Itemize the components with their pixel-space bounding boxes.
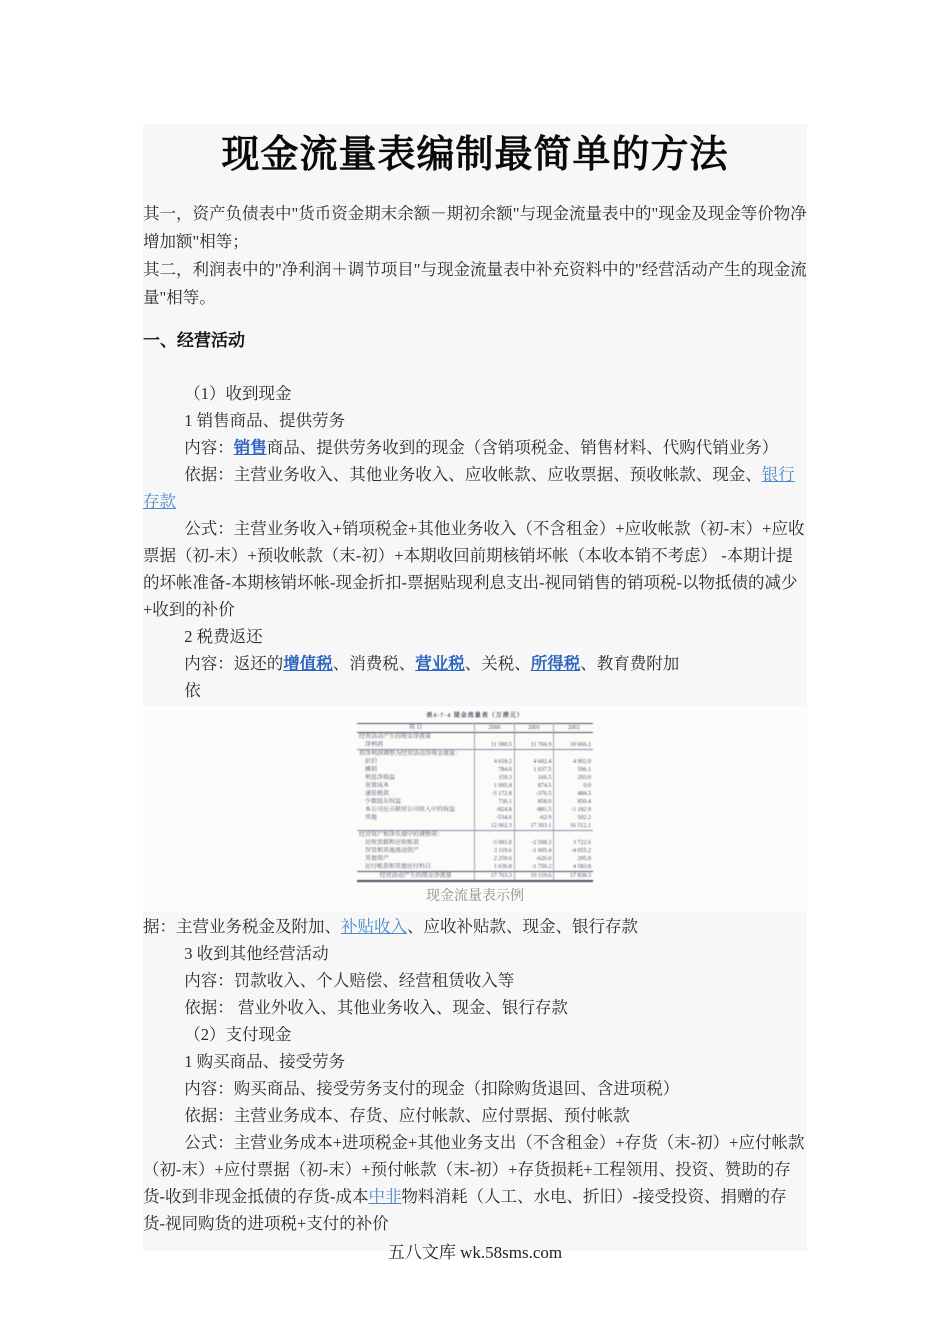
figure-table-value: 3 722.6 [554,839,593,847]
figure-table-value [475,831,515,840]
figure-table-label: 递延税款 [365,791,390,797]
figure-table-value: 736.1 [475,798,515,806]
body-paragraph [143,913,807,940]
figure-table-header: 2000 [475,724,515,733]
text-run: 内容： [184,438,234,457]
figure-table-value: -376.5 [514,790,554,798]
figure-table-value: 10 666.2 [554,741,593,750]
figure-table-label: 经营活动产生的现金净流量 [359,734,432,740]
figure-table-value [475,750,515,759]
body-paragraph [143,994,807,1021]
figure-table-value: 502.2 [554,814,593,822]
text-run: 1 销售商品、提供劳务 [184,411,346,430]
text-run: 1 购买商品、接受劳务 [184,1052,346,1071]
body-paragraph [143,677,807,704]
figure-table-label: 经营活动产生的现金净流量 [379,873,452,879]
figure-table-row [357,872,593,882]
figure-table-title: 表4-7-4 现金流量表（万港元） [426,713,524,719]
intro-paragraph: 其一，资产负债表中"货币资金期末余额－期初余额"与现金流量表中的"现金及现金等价物净增加额"相等； [143,204,807,251]
figure-caption: 现金流量表示例 [426,889,524,904]
figure-table-value: -1 750.2 [514,863,554,872]
figure-table-label: 少数股东权益 [365,799,402,805]
body-block-b [143,913,807,1237]
figure-table-value [554,750,593,759]
figure-table-label: 存货和其他流动资产 [365,848,420,854]
text-run: 依据：主营业务成本、存货、应付帐款、应付票据、预付帐款 [184,1106,630,1125]
text-run: 2 税费返还 [184,627,263,646]
inline-link[interactable]: 销售 [233,438,267,457]
inline-link[interactable]: 营业税 [415,654,465,673]
figure-table-value: 12 062.3 [475,822,515,831]
figure-table [357,723,593,882]
body-paragraph [143,1075,807,1102]
inline-link[interactable]: 银行存款 [143,465,795,511]
figure-table-label: 将净利润调整为经营活动净现金流量： [359,751,462,757]
figure-table-value: 10 119.6 [514,872,554,882]
inline-link[interactable]: 所得税 [530,654,581,673]
figure-table-value: 784.0 [475,766,515,774]
figure-table-value: -881.5 [514,806,554,814]
figure-table-value: 159.3 [475,774,515,782]
figure-table-value: 17 763.3 [475,872,515,882]
figure-table-row [357,806,593,814]
figure-table-value [514,831,554,840]
figure-table-label [357,822,475,831]
figure-table-value [514,750,554,759]
figure-table-label: 重置成本 [365,783,390,789]
figure-table-value: 16 512.1 [554,822,593,831]
figure-table-row [357,733,593,742]
figure-table-value: -3 081.0 [475,839,515,847]
figure-table-header: 2002 [554,724,593,733]
figure-table-row [357,741,593,750]
figure-table-row [357,839,593,847]
figure-table-value [554,831,593,840]
figure-table-label: 折旧 [365,759,378,765]
figure-table-row [357,758,593,766]
figure-table-value: 293.0 [554,774,593,782]
figure-table-value: 17 303.1 [514,822,554,831]
figure-table-value: 295.0 [554,855,593,863]
figure-table-value: -5 172.8 [475,790,515,798]
body-block-a [143,380,807,704]
text-run: 依 [184,681,201,700]
figure-table-value: -2 598.3 [514,839,554,847]
inline-link[interactable]: 中非 [368,1187,402,1206]
body-paragraph [143,650,807,677]
figure-table-row [357,774,593,782]
figure-table-value: 0.0 [554,782,593,790]
figure-table-value: 4 602.4 [514,758,554,766]
figure-table-value: -824.8 [475,806,515,814]
figure-table-label: 利息净损益 [365,775,396,781]
figure-table-row [357,750,593,759]
inline-link[interactable]: 补贴收入 [341,917,407,936]
figure-table-value: -1 605.4 [514,847,554,855]
figure-table-value: -534.0 [475,814,515,822]
text-run: 依据： 营业外收入、其他业务收入、现金、银行存款 [184,998,568,1017]
text-run: 内容：返还的 [184,654,284,673]
text-run: （1）收到现金 [184,384,292,403]
text-run: （2）支付现金 [184,1025,292,1044]
text-run: 3 收到其他经营活动 [184,944,329,963]
figure-table-value: 484.5 [554,790,593,798]
figure-table-label: 本公司应占联营公司收入中的权益 [365,807,456,813]
figure-table-value: -1 182.9 [554,806,593,814]
figure-table-label: 应付帐款和其他应付科目 [365,864,432,870]
body-paragraph [143,1129,807,1237]
text-run: 依据：主营业务收入、其他业务收入、应收帐款、应收票据、预收帐款、现金、 [184,465,762,484]
body-paragraph [143,940,807,967]
figure-table-value: 858.0 [514,798,554,806]
text-run: 物料消耗（人工、水电、折旧）-接受投资、捐赠的存货-视同购货的进项税+支付的补价 [143,1187,787,1233]
text-run: 据：主营业务税金及附加、 [143,917,341,936]
figure-table-value: 2 259.6 [475,855,515,863]
figure-table-value: 11 766.9 [514,741,554,750]
body-paragraph [143,1021,807,1048]
section-heading: 一、经营活动 [143,331,245,350]
figure-table-row [357,814,593,822]
figure-table-value [554,733,593,742]
text-run: 、教育费附加 [580,654,680,673]
figure-table-label: 净利润 [365,742,384,748]
figure-table-row [357,847,593,855]
figure-table-value: 4 583.8 [554,863,593,872]
inline-link[interactable]: 增值税 [283,654,333,673]
intro-block [143,200,807,312]
page-title: 现金流量表编制最简单的方法 [221,134,729,176]
figure-table-value: 166.5 [514,774,554,782]
text-run: 、关税、 [464,654,531,673]
text-run: 、消费税、 [332,654,416,673]
figure-table-value: 1 636.8 [475,863,515,872]
text-run: 商品、提供劳务收到的现金（含销项税金、销售材料、代购代销业务） [266,438,779,457]
embedded-image [143,706,807,911]
figure-table-label: 其他资产 [365,856,390,862]
figure-table-value: 1 037.5 [514,766,554,774]
figure-table-value: 874.5 [514,782,554,790]
footer-text: 五八文库 wk.58sms.com [387,1243,563,1262]
figure-table-header: 2001 [514,724,554,733]
figure-table-value: 17 838.3 [554,872,593,882]
figure-table-label: 经营资产和净负债中的调整项： [359,832,444,838]
figure-table-value: 11 580.5 [475,741,515,750]
text-run: 公式：主营业务成本+进项税金+其他业务支出（不含租金）+存货（末-初）+应付帐款（初-末）+应付票据（初-末）+预付帐款（末-初）+存货损耗+工程领用、投资、赞助的存货-收到非现金抵债的存货-成本 [143,1133,805,1206]
body-paragraph [143,434,807,461]
cash-flow-table-image [357,712,593,882]
body-paragraph [143,623,807,650]
body-paragraph [143,1048,807,1075]
figure-table-value: 4 618.2 [475,758,515,766]
text-run: 内容：购买商品、接受劳务支付的现金（扣除购货退回、含进项税） [184,1079,680,1098]
site-footer [0,1242,950,1264]
figure-table-value: 850.4 [554,798,593,806]
text-run: 公式：主营业务收入+销项税金+其他业务收入（不含租金）+应收帐款（初-末）+应收票据（初-末）+预收帐款（末-初）+本期收回前期核销坏帐（本收本销不考虑） -本期计提的坏帐准备-本期核销坏帐-现金折扣-票据贴现利息支出-视同销售的销项税-以物抵债的减少+收到的补价 [143,519,805,619]
figure-table-row [357,855,593,863]
figure-table-value [514,733,554,742]
body-paragraph [143,461,807,515]
figure-table-value: -626.0 [514,855,554,863]
body-paragraph [143,380,807,407]
figure-table-row [357,863,593,872]
figure-table-value: -62.9 [514,814,554,822]
figure-table-row [357,790,593,798]
figure-table-row [357,766,593,774]
body-paragraph [143,515,807,623]
figure-table-label: 应收票据和应收帐款 [365,840,420,846]
figure-table-row [357,831,593,840]
body-paragraph [143,407,807,434]
body-paragraph [143,967,807,994]
text-run: 内容：罚款收入、个人赔偿、经营租赁收入等 [184,971,515,990]
figure-table-row [357,798,593,806]
figure-table-header: 项 目 [408,725,423,731]
figure-table-value [475,733,515,742]
document-body [143,124,807,1251]
figure-table-label: 摊销 [365,767,378,773]
figure-table-label: 其他 [365,815,378,821]
figure-table-value: -4 055.2 [554,847,593,855]
body-paragraph [143,1102,807,1129]
figure-table-row [357,782,593,790]
figure-table-value: 1 095.8 [475,782,515,790]
figure-table-value: 596.1 [554,766,593,774]
text-run: 、应收补贴款、现金、银行存款 [407,917,638,936]
figure-table-value: 4 902.0 [554,758,593,766]
figure-table-value: 3 119.6 [475,847,515,855]
figure-table-row [357,822,593,831]
intro-paragraph: 其二，利润表中的"净利润＋调节项目"与现金流量表中补充资料中的"经营活动产生的现金流量"相等。 [143,260,807,307]
